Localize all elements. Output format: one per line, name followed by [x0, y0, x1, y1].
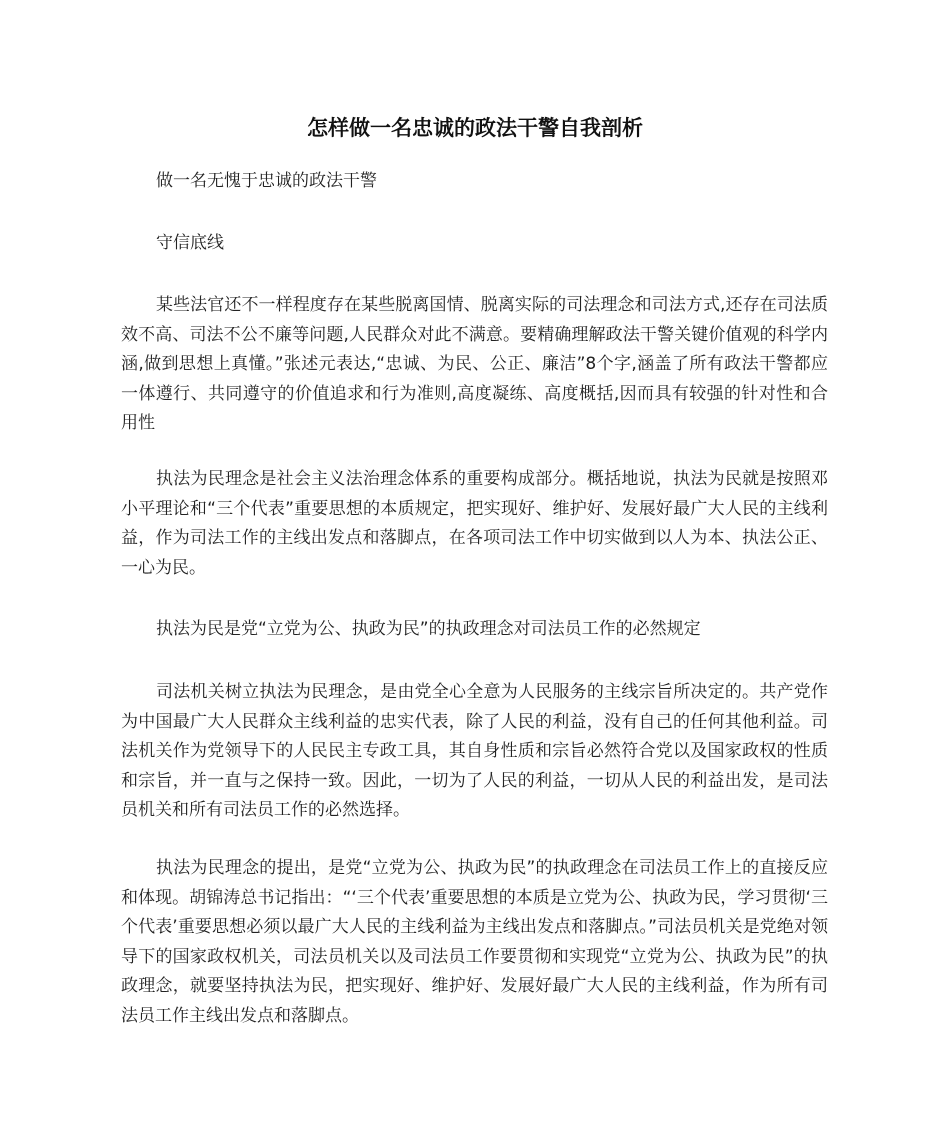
- paragraph-body: 司法机关树立执法为民理念，是由党全心全意为人民服务的主线宗旨所决定的。共产党作为中国最广大人民群众主线利益的忠实代表，除了人民的利益，没有自己的任何其他利益。司法机关作为党领导下的人民民主专政工具，其自身性质和宗旨必然符合党以及国家政权的性质和宗旨，并一直与之保持一致。因此，一切为了人民的利益，一切从人民的利益出发，是司法员机关和所有司法员工作的必然选择。: [121, 682, 828, 820]
- paragraph-body: 执法为民理念的提出，是党“立党为公、执政为民”的执政理念在司法员工作上的直接反应和体现。胡锦涛总书记指出：“‘三个代表’重要思想的本质是立党为公、执政为民，学习贯彻‘三个代表’重要思想必须以最广大人民的主线利益为主线出发点和落脚点。”司法员机关是党绝对领导下的国家政权机关，司法员机关以及司法员工作要贯彻和实现党“立党为公、执政为民”的执政理念，就要坚持执法为民，把实现好、维护好、发展好最广大人民的主线利益，作为所有司法员工作主线出发点和落脚点。: [121, 858, 828, 1026]
- document-title: 怎样做一名忠诚的政法干警自我剖析: [307, 116, 643, 141]
- paragraph-body: 某些法官还不一样程度存在某些脱离国情、脱离实际的司法理念和司法方式,还存在司法质效不高、司法不公不廉等问题,人民群众对此不满意。要精确理解政法干警关键价值观的科学内涵,做到思想上真懂。”张述元表达,“忠诚、为民、公正、廉洁”8个字,涵盖了所有政法干警都应一体遵行、共同遵守的价值追求和行为准则,高度凝练、高度概括,因而具有较强的针对性和合用性: [121, 295, 828, 433]
- paragraph-heading-2: 守信底线: [156, 233, 224, 253]
- paragraph-heading-1: 做一名无愧于忠诚的政法干警: [156, 171, 377, 191]
- paragraph-heading-3: 执法为民是党“立党为公、执政为民”的执政理念对司法员工作的必然规定: [156, 619, 701, 639]
- paragraph-body: 执法为民理念是社会主义法治理念体系的重要构成部分。概括地说，执法为民就是按照邓小平理论和“三个代表”重要思想的本质规定，把实现好、维护好、发展好最广大人民的主线利益，作为司法工作的主线出发点和落脚点，在各项司法工作中切实做到以人为本、执法公正、一心为民。: [121, 469, 828, 578]
